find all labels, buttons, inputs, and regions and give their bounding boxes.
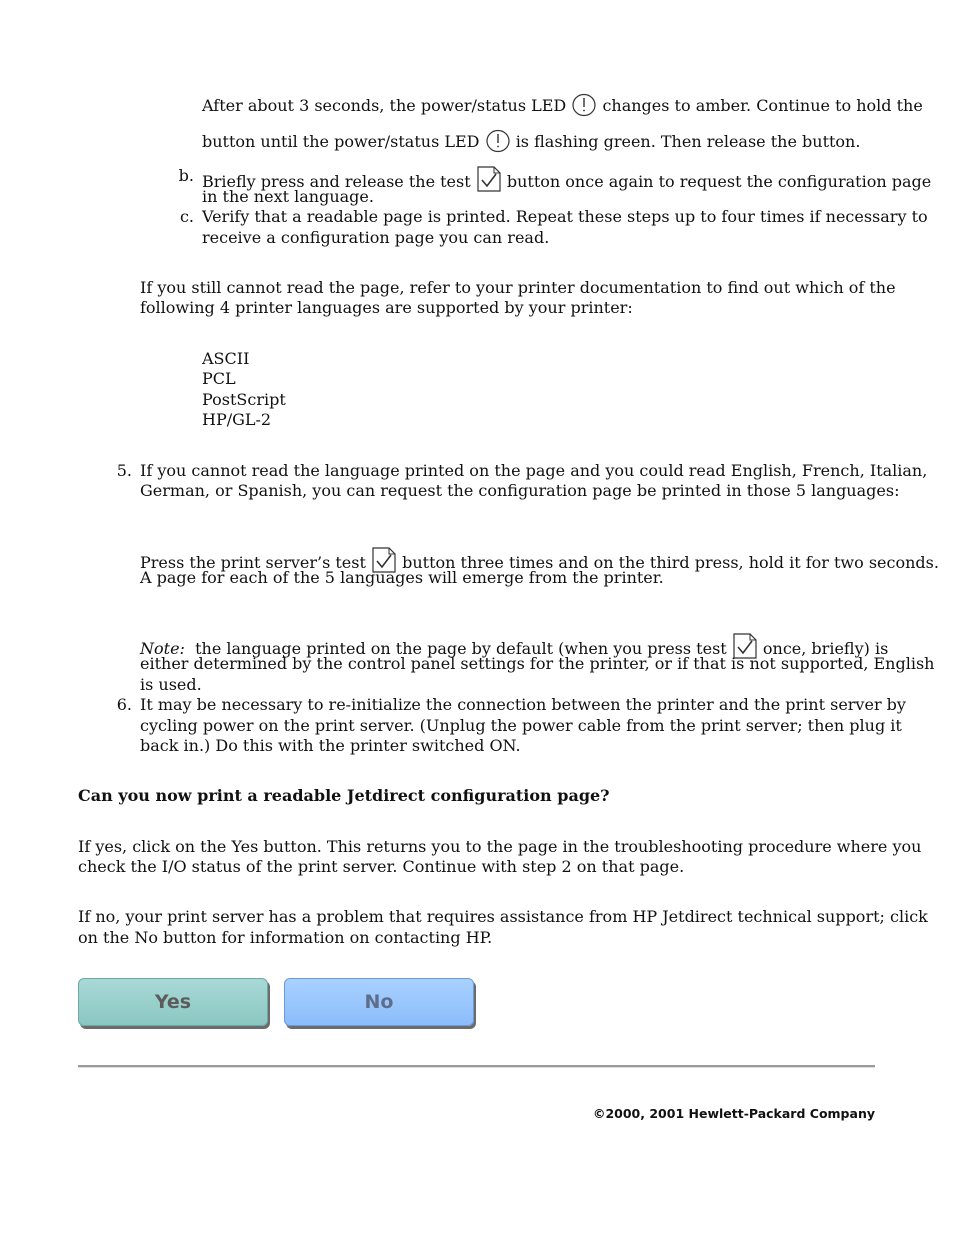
language-item: PostScript bbox=[202, 390, 286, 409]
step-c-line2: receive a configuration page you can read. bbox=[202, 228, 550, 247]
step-6-line2: cycling power on the print server. (Unplug the power cable from the print server; then plug it bbox=[140, 716, 902, 735]
if-yes-line2: check the I/O status of the print server. Continue with step 2 on that page. bbox=[78, 857, 685, 876]
language-item: ASCII bbox=[202, 349, 250, 368]
step-b-line2: in the next language. bbox=[202, 187, 374, 206]
step-5-label: 5. bbox=[116, 461, 132, 480]
step-5-line2: German, or Spanish, you can request the configuration page be printed in those 5 languages: bbox=[140, 481, 900, 500]
step-c-line1: Verify that a readable page is printed. Repeat these steps up to four times if necessary to bbox=[202, 207, 928, 226]
step-6-line3: back in.) Do this with the printer switched ON. bbox=[140, 736, 521, 755]
still-cannot-line2: following 4 printer languages are supported by your printer: bbox=[140, 298, 633, 317]
language-item: PCL bbox=[202, 369, 236, 388]
step-a-line1: After about 3 seconds, the power/status LED changes to amber. Continue to hold the bbox=[202, 93, 923, 117]
still-cannot-line1: If you still cannot read the page, refer to your printer documentation to find out which of the bbox=[140, 278, 896, 297]
if-no-line1: If no, your print server has a problem that requires assistance from HP Jetdirect technical support; click bbox=[78, 907, 928, 926]
if-no-line2: on the No button for information on contacting HP. bbox=[78, 928, 493, 947]
question-heading: Can you now print a readable Jetdirect configuration page? bbox=[78, 786, 610, 805]
step-5-line1: If you cannot read the language printed on the page and you could read English, French, Italian, bbox=[140, 461, 928, 480]
note-label: Note: bbox=[140, 639, 185, 658]
press-test-line1: Press the print server’s test button three times and on the third press, hold it for two seconds. bbox=[140, 546, 939, 574]
language-item: HP/GL-2 bbox=[202, 410, 272, 429]
press-test-line2: A page for each of the 5 languages will emerge from the printer. bbox=[140, 568, 664, 587]
no-button[interactable]: No bbox=[284, 978, 474, 1026]
footer-divider bbox=[78, 1065, 875, 1068]
step-c-label: c. bbox=[179, 207, 194, 226]
copyright-text: ©2000, 2001 Hewlett-Packard Company bbox=[592, 1106, 875, 1121]
note-line3: is used. bbox=[140, 675, 202, 694]
step-b-line1: Briefly press and release the test button once again to request the configuration page bbox=[202, 165, 931, 193]
test-button-icon bbox=[476, 165, 502, 193]
power-led-icon bbox=[571, 93, 597, 117]
note-line2: either determined by the control panel settings for the printer, or if that is not supported, English bbox=[140, 654, 935, 673]
if-yes-line1: If yes, click on the Yes button. This returns you to the page in the troubleshooting procedure where you bbox=[78, 837, 922, 856]
power-led-icon bbox=[485, 129, 511, 153]
note-line1: Note: the language printed on the page by default (when you press test once, briefly) is bbox=[140, 632, 888, 660]
step-a-line2: button until the power/status LED is flashing green. Then release the button. bbox=[202, 129, 860, 153]
step-6-line1: It may be necessary to re-initialize the connection between the printer and the print server by bbox=[140, 695, 906, 714]
step-b-label: b. bbox=[178, 166, 194, 185]
step-6-label: 6. bbox=[116, 695, 132, 714]
yes-button[interactable]: Yes bbox=[78, 978, 268, 1026]
